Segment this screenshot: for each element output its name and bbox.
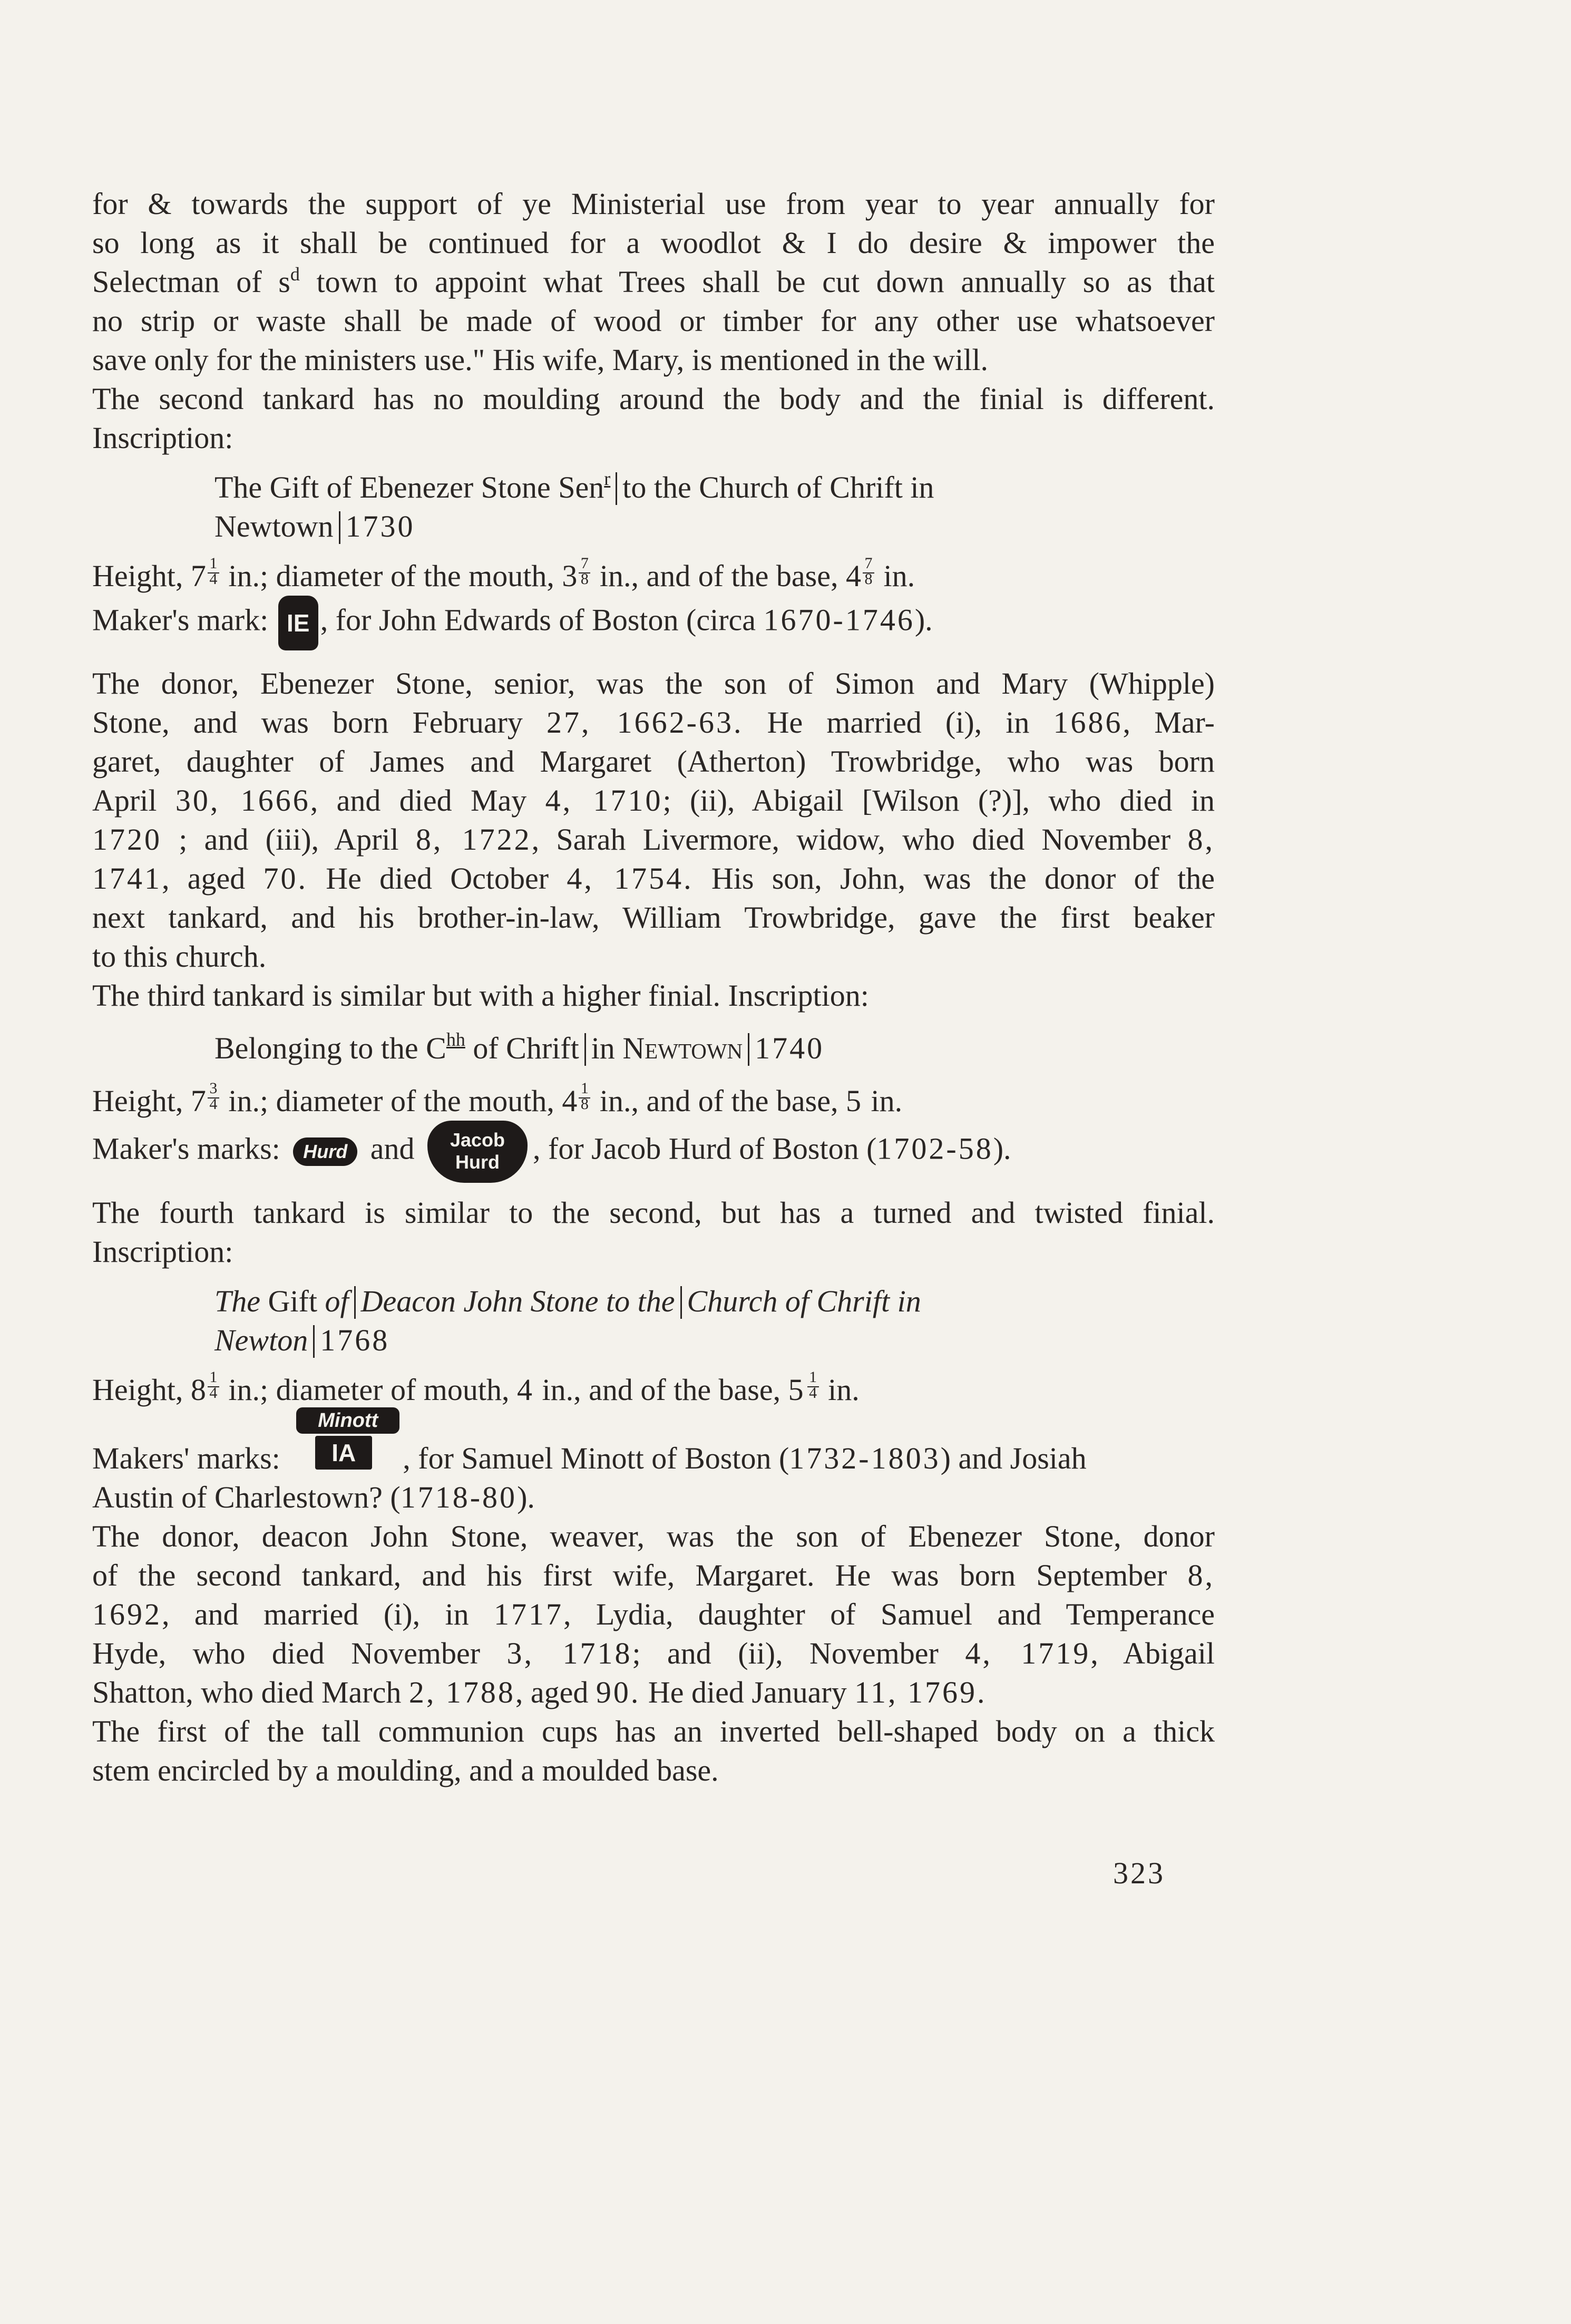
text-line: Selectman of $s^d$ town to appoint what Trees shall be cut down annually so as that: [92, 264, 1215, 299]
tankard4-maker-continued: Austin of Charlestown? (1718-80).: [92, 1480, 535, 1514]
text-line: 1692, and married (i), in 1717, Lydia, daughter of Samuel and Temperance: [92, 1597, 1215, 1631]
text-line: Shatton, who died March 2, 1788, aged 90. He died January 11, 1769.: [92, 1675, 987, 1709]
tankard4-intro: The fourth tankard is similar to the second, but has a turned and twisted finial.: [92, 1195, 1215, 1230]
text-line: next tankard, and his brother-in-law, William Trowbridge, gave the first beaker: [92, 900, 1215, 935]
text-line: to this church.: [92, 939, 267, 974]
tankard3-intro: The third tankard is similar but with a higher finial. Inscription:: [92, 978, 869, 1013]
fraction: $\frac{7}{8}$: [861, 559, 876, 590]
fraction: $\frac{1}{8}$: [577, 1084, 592, 1115]
tankard3-maker: Maker's marks: Hurd and Jacob Hurd , for Jacob Hurd of Boston (1702-58).: [92, 1121, 1215, 1183]
ie-maker-mark-icon: IE: [278, 596, 318, 650]
paragraph-donor-ebenezer: [92, 664, 1215, 976]
line-break-mark: [616, 472, 617, 505]
text-line: The first of the tall communion cups has an inverted bell-shaped body on a thick: [92, 1714, 1215, 1748]
text-line: of the second tankard, and his first wife, Margaret. He was born September 8,: [92, 1558, 1215, 1592]
text-line: The donor, deacon John Stone, weaver, was the son of Ebenezer Stone, donor: [92, 1519, 1215, 1553]
text-line: Hyde, who died November 3, 1718; and (ii), November 4, 1719, Abigail: [92, 1636, 1215, 1670]
tankard2-height: Height, 7 $\frac{1}{4}$ in.; diameter of the mouth, 3 $\frac{7}{8}$ in., and of the base, 4 $\frac{7}{8}$ in.: [92, 555, 915, 593]
tankard3-height: Height, 7 $\frac{3}{4}$ in.; diameter of the mouth, 4 $\frac{1}{8}$ in., and of the base, 5 in.: [92, 1080, 903, 1118]
jacob-hurd-maker-mark-icon: Jacob Hurd: [427, 1121, 528, 1183]
text-line: so long as it shall be continued for a woodlot & I do desire & impower the: [92, 226, 1215, 260]
paragraph-will-continued: [92, 184, 1215, 380]
tankard2-maker: Maker's mark: IE , for John Edwards of Boston (circa 1670-1746).: [92, 596, 1215, 650]
minott-maker-mark-icon: Minott: [296, 1407, 399, 1434]
tankard3-inscription: Belonging to the $C^{hh}$ of Chrift in Newtown 1740: [214, 1029, 825, 1065]
tankard2-inscription: The Gift of Ebenezer Stone Sen$^r$ to the Church of Chrift in Newtown 1730: [214, 468, 934, 543]
text-line: 1720 ; and (iii), April 8, 1722, Sarah Livermore, widow, who died November 8,: [92, 822, 1215, 857]
inscription-label: Inscription:: [92, 1234, 233, 1269]
hurd-maker-mark-icon: Hurd: [293, 1137, 357, 1166]
inscription-label: Inscription:: [92, 421, 233, 455]
page-text: [92, 184, 1215, 1790]
text-line: save only for the ministers use." His wife, Mary, is mentioned in the will.: [92, 343, 989, 377]
text-line: The donor, Ebenezer Stone, senior, was the son of Simon and Mary (Whipple): [92, 666, 1215, 701]
text-line: stem encircled by a moulding, and a moulded base.: [92, 1753, 719, 1787]
line-break-mark: [313, 1325, 315, 1358]
fraction: $\frac{3}{4}$: [206, 1084, 221, 1115]
fraction: $\frac{1}{4}$: [206, 559, 221, 590]
fraction: $\frac{1}{4}$: [206, 1373, 221, 1404]
line-break-mark: [680, 1286, 682, 1319]
text-line: for & towards the support of ye Ministerial use from year to year annually for: [92, 187, 1215, 221]
text-line: 1741, aged 70. He died October 4, 1754. His son, John, was the donor of the: [92, 861, 1215, 896]
paragraph-communion-cups: [92, 1712, 1215, 1790]
fraction: $\frac{7}{8}$: [577, 559, 592, 590]
text-line: Stone, and was born February 27, 1662-63. He married (i), in 1686, Mar-: [92, 705, 1215, 740]
text-line: April 30, 1666, and died May 4, 1710; (ii), Abigail [Wilson (?)], who died in: [92, 783, 1215, 818]
maker-marks-stack: [291, 1409, 399, 1474]
text-line: no strip or waste shall be made of wood or timber for any other use whatsoever: [92, 304, 1215, 338]
ia-maker-mark-icon: IA: [315, 1436, 372, 1470]
tankard4-height: Height, 8 $\frac{1}{4}$ in.; diameter of mouth, 4 in., and of the base, 5 $\frac{1}{4}$ in.: [92, 1368, 860, 1407]
tankard4-maker: Makers' marks: Minott IA , for Samuel Minott of Boston (1732-1803) and Josiah: [92, 1423, 1215, 1478]
line-break-mark: [339, 511, 340, 544]
line-break-mark: [354, 1286, 356, 1319]
page-number: 323: [1113, 1856, 1165, 1890]
tankard2-intro: The second tankard has no moulding around the body and the finial is different.: [92, 382, 1215, 416]
line-break-mark: [748, 1033, 749, 1066]
text-line: garet, daughter of James and Margaret (Atherton) Trowbridge, who was born: [92, 744, 1215, 779]
fraction: $\frac{1}{4}$: [806, 1373, 821, 1404]
line-break-mark: [584, 1033, 586, 1066]
paragraph-donor-john: [92, 1517, 1215, 1712]
tankard4-inscription: The Gift of Deacon John Stone to the Church of Chrift in Newton 1768: [214, 1284, 921, 1357]
